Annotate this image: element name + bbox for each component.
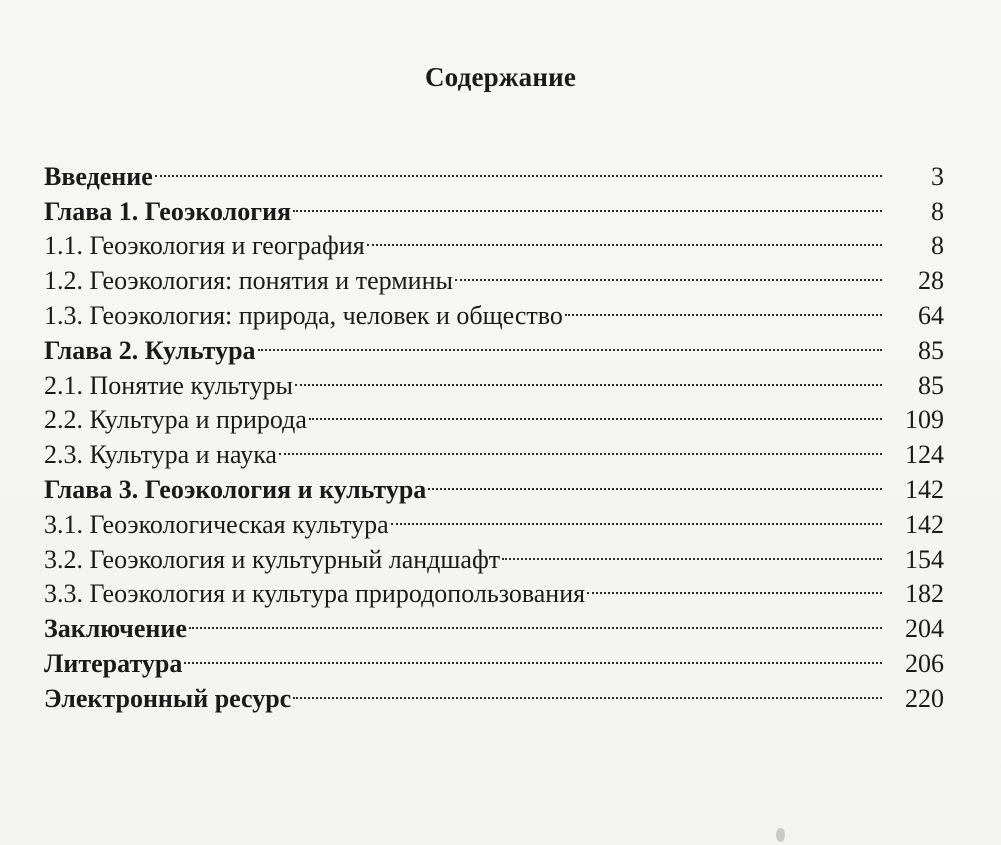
toc-entry-label: 2.2. Культура и природа <box>44 405 307 435</box>
dot-leader <box>428 463 882 498</box>
dot-leader <box>587 568 882 603</box>
dot-leader <box>155 150 882 185</box>
dot-leader <box>391 498 882 533</box>
dot-leader <box>184 637 882 672</box>
toc-entry-label: 1.1. Геоэкология и география <box>44 231 365 261</box>
toc-entry-page: 142 <box>905 474 944 504</box>
paper-smudge <box>776 828 785 842</box>
dot-leader <box>455 254 882 289</box>
toc-entry-page: 85 <box>918 370 944 400</box>
toc-entry-label: Литература <box>44 648 183 678</box>
toc-entry-label: 3.2. Геоэкология и культурный ландшафт <box>44 544 501 574</box>
toc-entry-label: Глава 3. Геоэкология и культура <box>44 474 427 504</box>
dot-leader <box>502 533 882 568</box>
toc-entry-label: 1.2. Геоэкология: понятия и термины <box>44 266 453 296</box>
toc-entry-page: 28 <box>918 266 944 296</box>
toc-entry-page: 220 <box>905 683 944 713</box>
dot-leader <box>279 428 882 463</box>
dot-leader <box>309 394 882 429</box>
toc-entry-page: 85 <box>918 335 944 365</box>
toc-entry-page: 124 <box>905 440 944 470</box>
dot-leader <box>189 602 882 637</box>
page-title: Содержание <box>424 62 577 92</box>
dot-leader <box>293 185 882 220</box>
toc-entry-label: Заключение <box>44 614 187 644</box>
toc-entry <box>44 185 944 226</box>
dot-leader <box>295 359 882 394</box>
toc-entry-label: Глава 1. Геоэкология <box>44 196 292 226</box>
toc-entry <box>44 150 944 191</box>
toc-entry-label: 2.1. Понятие культуры <box>44 370 293 400</box>
dot-leader <box>258 324 882 359</box>
dot-leader <box>293 672 882 707</box>
toc-entry-page: 154 <box>905 544 944 574</box>
table-of-contents <box>44 150 944 713</box>
toc-entry-page: 64 <box>918 300 944 330</box>
toc-entry-label: Электронный ресурс <box>44 683 292 713</box>
toc-entry-label: 3.3. Геоэкология и культура природопользования <box>44 579 586 609</box>
dot-leader <box>565 289 882 324</box>
toc-entry-page: 8 <box>931 231 944 261</box>
toc-entry-label: Глава 2. Культура <box>44 335 256 365</box>
toc-entry-page: 142 <box>905 509 944 539</box>
toc-entry-page: 182 <box>905 579 944 609</box>
toc-entry-page: 204 <box>905 614 944 644</box>
toc-entry-label: 3.1. Геоэкологическая культура <box>44 509 389 539</box>
toc-entry-page: 206 <box>905 648 944 678</box>
toc-entry-label: Введение <box>44 161 153 191</box>
toc-entry-page: 3 <box>931 161 944 191</box>
toc-entry-label: 1.3. Геоэкология: природа, человек и общество <box>44 300 563 330</box>
toc-entry-page: 109 <box>905 405 944 435</box>
dot-leader <box>367 220 882 255</box>
toc-entry-page: 8 <box>931 196 944 226</box>
toc-entry-label: 2.3. Культура и наука <box>44 440 277 470</box>
